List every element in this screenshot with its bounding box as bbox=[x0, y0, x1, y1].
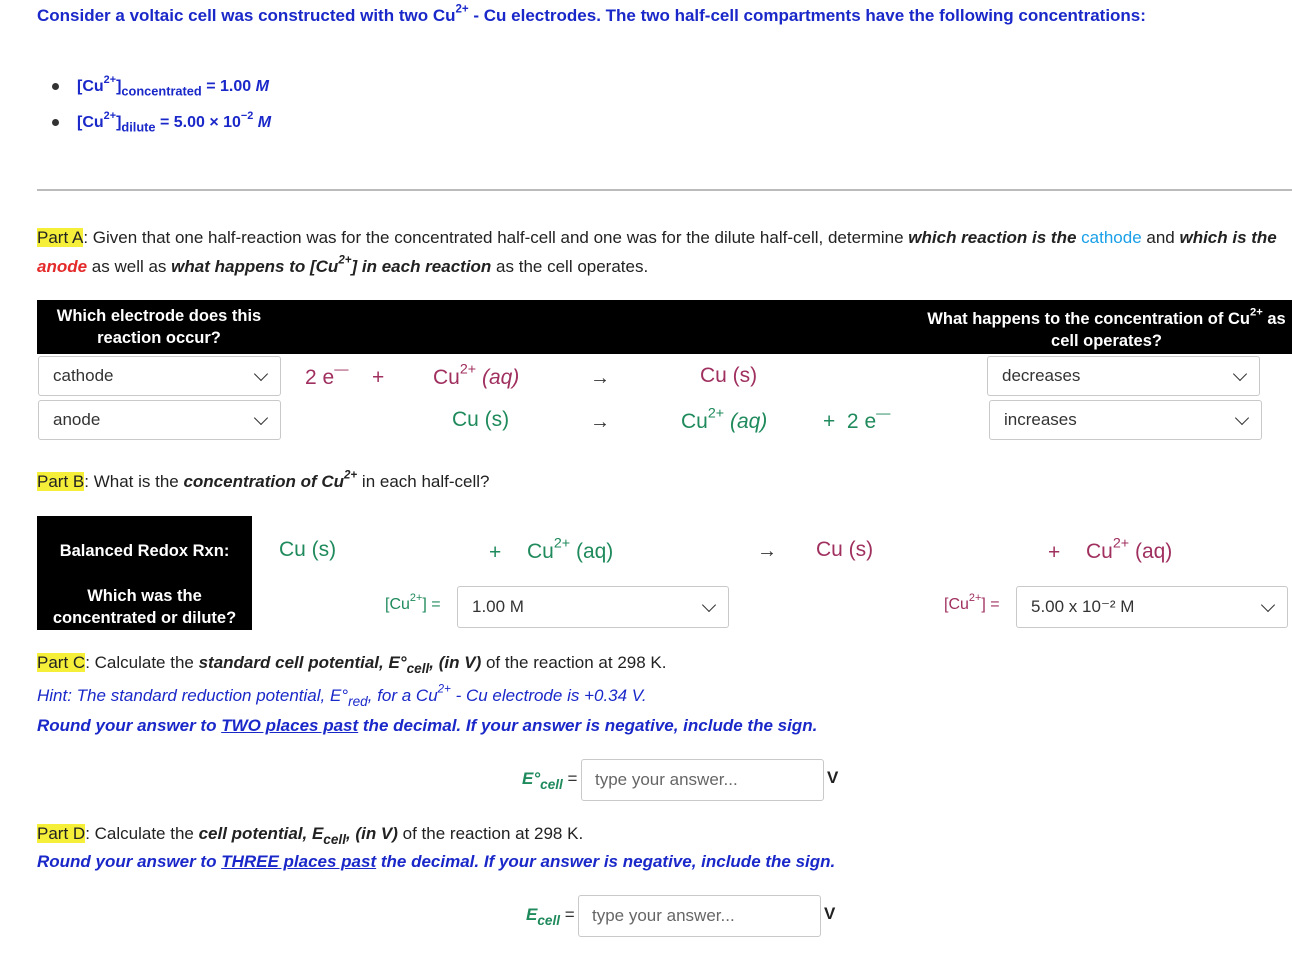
reactant-text: Cu (s) bbox=[452, 408, 510, 431]
b1-close: ] bbox=[116, 78, 122, 95]
electron-sup: — bbox=[334, 361, 349, 378]
chevron-down-icon bbox=[702, 598, 716, 612]
part-a-line-2 bbox=[37, 254, 649, 277]
part-a-anode: anode bbox=[37, 257, 88, 276]
conc-label-sup: 2+ bbox=[968, 591, 982, 604]
intro-text: Consider a voltaic cell was constructed with two Cu bbox=[37, 6, 456, 25]
part-a-bold: which reaction is the bbox=[908, 228, 1082, 247]
conc-or-dilute-line-1: Which was the bbox=[87, 587, 202, 605]
redox-rhs-2 bbox=[1086, 535, 1173, 564]
row-2-reactant bbox=[452, 408, 509, 432]
part-a-and: and bbox=[1141, 228, 1180, 247]
part-a-text-4: as the cell operates. bbox=[491, 257, 649, 276]
conc-label-sup: 2+ bbox=[409, 591, 423, 604]
redox-lhs-1: Cu (s) bbox=[279, 538, 337, 561]
concentration-header-text: What happens to the concentration of Cu bbox=[927, 310, 1250, 328]
part-a-text-3: as well as bbox=[87, 257, 172, 276]
part-d-rounding bbox=[37, 852, 835, 872]
electron-text: + 2 e bbox=[823, 410, 877, 433]
row-1-arrow: → bbox=[590, 367, 610, 389]
electron-sup: — bbox=[876, 405, 891, 422]
part-a-line-1 bbox=[37, 228, 1277, 248]
redox-plus-1: + bbox=[489, 541, 502, 564]
part-d-prompt bbox=[37, 824, 584, 847]
part-a-text: : Given that one half-reaction was for the concentrated half-cell and one was for the dilute half-cell, determine bbox=[83, 228, 909, 247]
part-a-tag: Part A bbox=[37, 228, 84, 247]
part-d-bold: cell potential, E bbox=[198, 824, 324, 843]
redox-plus-2: + bbox=[1048, 541, 1061, 564]
rounding-underlined: TWO places past bbox=[221, 716, 359, 735]
left-conc-label bbox=[385, 591, 441, 614]
bullet-dilute bbox=[52, 109, 272, 135]
rhs2-state: (aq) bbox=[1129, 540, 1173, 563]
part-a-bold-2: which is the bbox=[1179, 228, 1277, 247]
bullet-dot bbox=[52, 119, 59, 126]
electrode-select-value: cathode bbox=[53, 366, 114, 385]
right-conc-label bbox=[944, 591, 1000, 614]
chevron-down-icon bbox=[1233, 367, 1247, 381]
row-1-plus: + bbox=[372, 366, 385, 389]
b2-sup: 2+ bbox=[103, 109, 117, 122]
part-c-rounding bbox=[37, 716, 817, 736]
divider bbox=[37, 189, 1292, 191]
ecell-label-text: E° bbox=[522, 769, 541, 788]
rhs2-text: Cu bbox=[1086, 540, 1113, 563]
part-a-cathode: cathode bbox=[1081, 228, 1142, 247]
hint-sub: red bbox=[348, 693, 368, 709]
conc-label-close: ] = bbox=[981, 596, 1000, 613]
chevron-down-icon bbox=[1235, 411, 1249, 425]
b2-sub: dilute bbox=[121, 119, 156, 135]
row-2-arrow: → bbox=[590, 411, 610, 433]
chevron-down-icon bbox=[254, 411, 268, 425]
part-c-prompt bbox=[37, 653, 667, 676]
part-c-text: : Calculate the bbox=[85, 653, 199, 672]
ecell-label-text: E bbox=[526, 905, 538, 924]
bullet-concentrated bbox=[52, 73, 269, 99]
b2-val: = 5.00 × 10 bbox=[155, 114, 241, 131]
part-a-bold-3: what happens to [Cu bbox=[171, 257, 339, 276]
balanced-redox-label: Balanced Redox Rxn: bbox=[59, 542, 230, 560]
b1-unit: M bbox=[255, 78, 269, 95]
left-conc-select[interactable] bbox=[457, 586, 729, 628]
reactant-text: Cu bbox=[433, 366, 460, 389]
lhs2-sup: 2+ bbox=[553, 535, 571, 552]
conc-label-text: [Cu bbox=[944, 596, 969, 613]
part-a-sup: 2+ bbox=[338, 254, 352, 267]
right-conc-value: 5.00 x 10⁻² M bbox=[1031, 597, 1135, 616]
part-c-unit: V bbox=[827, 768, 839, 787]
part-c-tag: Part C bbox=[37, 653, 86, 672]
rounding-underlined: THREE places past bbox=[221, 852, 377, 871]
reactant-sup: 2+ bbox=[459, 361, 477, 378]
reaction-header-bar bbox=[281, 300, 921, 354]
redox-lhs-2 bbox=[527, 535, 614, 564]
b2-exp: −2 bbox=[240, 109, 254, 122]
redox-rhs-1: Cu (s) bbox=[816, 538, 874, 561]
question-intro bbox=[37, 3, 1146, 26]
part-d-unit: V bbox=[824, 904, 836, 923]
intro-text-2: - Cu electrodes. The two half-cell compartments have the following concentrations: bbox=[468, 6, 1146, 25]
product-text: Cu (s) bbox=[700, 364, 758, 387]
ecell-standard-label bbox=[522, 769, 578, 792]
part-d-text: : Calculate the bbox=[85, 824, 199, 843]
concentration-header-sup: 2+ bbox=[1249, 306, 1263, 319]
part-b-text-2: in each half-cell? bbox=[357, 472, 490, 491]
part-b-sup: 2+ bbox=[344, 469, 358, 482]
standard-cell-potential-placeholder: type your answer... bbox=[595, 770, 738, 789]
part-b-bold: concentration of Cu bbox=[183, 472, 345, 491]
intro-sup: 2+ bbox=[455, 3, 469, 16]
electrode-header-line-1: Which electrode does this bbox=[56, 307, 262, 325]
ecell-label-sub: cell bbox=[540, 776, 563, 792]
b2-close: ] bbox=[116, 114, 122, 131]
b1-sub: concentrated bbox=[121, 83, 202, 99]
part-d-text-2: of the reaction at 298 K. bbox=[397, 824, 584, 843]
change-select-row-2[interactable] bbox=[989, 400, 1262, 440]
chevron-down-icon bbox=[1261, 598, 1275, 612]
b1-sup: 2+ bbox=[103, 73, 117, 86]
conc-label-close: ] = bbox=[422, 596, 441, 613]
lhs2-text: Cu bbox=[527, 540, 554, 563]
change-select-row-1[interactable] bbox=[987, 356, 1260, 396]
electron-text: 2 e bbox=[305, 366, 335, 389]
lhs2-state: (aq) bbox=[570, 540, 614, 563]
hint-text-2: , for a Cu bbox=[367, 686, 438, 705]
hint-text-3: - Cu electrode is +0.34 V. bbox=[450, 686, 647, 705]
part-c-hint bbox=[37, 683, 647, 709]
part-d-tag: Part D bbox=[37, 824, 86, 843]
product-sup: 2+ bbox=[707, 405, 725, 422]
cell-potential-input[interactable] bbox=[578, 895, 821, 937]
chevron-down-icon bbox=[254, 367, 268, 381]
rhs2-sup: 2+ bbox=[1112, 535, 1130, 552]
part-d-bold-2: , (in V) bbox=[345, 824, 398, 843]
standard-cell-potential-input[interactable] bbox=[581, 759, 824, 801]
conc-label-text: [Cu bbox=[385, 596, 410, 613]
product-text: Cu bbox=[681, 410, 708, 433]
redox-arrow: → bbox=[757, 540, 777, 562]
row-1-product bbox=[700, 364, 757, 388]
b1-cu: [Cu bbox=[77, 78, 104, 95]
part-b-tag: Part B bbox=[37, 472, 85, 491]
bullet-dot bbox=[52, 83, 59, 90]
part-b-prompt bbox=[37, 469, 490, 492]
reactant-state: (aq) bbox=[476, 366, 520, 389]
ecell-label-sub: cell bbox=[537, 912, 561, 928]
b2-cu: [Cu bbox=[77, 114, 104, 131]
part-c-bold: standard cell potential, E° bbox=[198, 653, 407, 672]
rounding-text-2: the decimal. If your answer is negative, include the sign. bbox=[358, 716, 818, 735]
right-conc-select[interactable] bbox=[1016, 586, 1288, 628]
rounding-text: Round your answer to bbox=[37, 716, 222, 735]
electrode-select-value: anode bbox=[53, 410, 101, 429]
electrode-select-row-1[interactable] bbox=[38, 356, 281, 396]
ecell-label bbox=[526, 905, 575, 928]
rounding-text-2: the decimal. If your answer is negative, include the sign. bbox=[376, 852, 836, 871]
change-select-value: increases bbox=[1004, 410, 1077, 429]
b2-unit: M bbox=[253, 114, 272, 131]
row-1-reactant bbox=[433, 361, 520, 390]
b1-val: = 1.00 bbox=[201, 78, 256, 95]
ecell-equals: = bbox=[562, 769, 578, 788]
change-select-value: decreases bbox=[1002, 366, 1081, 385]
hint-text: Hint: The standard reduction potential, E° bbox=[37, 686, 349, 705]
hint-sup: 2+ bbox=[437, 683, 451, 696]
concentration-header bbox=[921, 300, 1292, 354]
part-b-labels bbox=[37, 516, 252, 630]
part-c-text-2: of the reaction at 298 K. bbox=[481, 653, 667, 672]
part-d-sub: cell bbox=[323, 831, 346, 847]
concentration-header-tail: as bbox=[1262, 310, 1286, 328]
row-2-product bbox=[681, 405, 768, 434]
concentration-header-line-1 bbox=[921, 308, 1292, 330]
concentration-header-line-2: cell operates? bbox=[1051, 332, 1162, 350]
rounding-text: Round your answer to bbox=[37, 852, 222, 871]
row-1-electrons bbox=[305, 361, 349, 390]
row-2-electrons bbox=[823, 405, 891, 434]
conc-or-dilute-label bbox=[37, 585, 252, 629]
cell-potential-placeholder: type your answer... bbox=[592, 906, 735, 925]
part-c-bold-2: , (in V) bbox=[429, 653, 482, 672]
ecell-equals: = bbox=[560, 905, 575, 924]
electrode-header-line-2: reaction occur? bbox=[97, 329, 221, 347]
part-a-bold-4: ] in each reaction bbox=[351, 257, 492, 276]
part-c-sub: cell bbox=[406, 660, 430, 676]
left-conc-value: 1.00 M bbox=[472, 597, 524, 616]
electrode-header bbox=[37, 300, 281, 354]
conc-or-dilute-line-2: concentrated or dilute? bbox=[52, 609, 237, 627]
part-b-text: : What is the bbox=[84, 472, 184, 491]
product-state: (aq) bbox=[724, 410, 768, 433]
electrode-select-row-2[interactable] bbox=[38, 400, 281, 440]
